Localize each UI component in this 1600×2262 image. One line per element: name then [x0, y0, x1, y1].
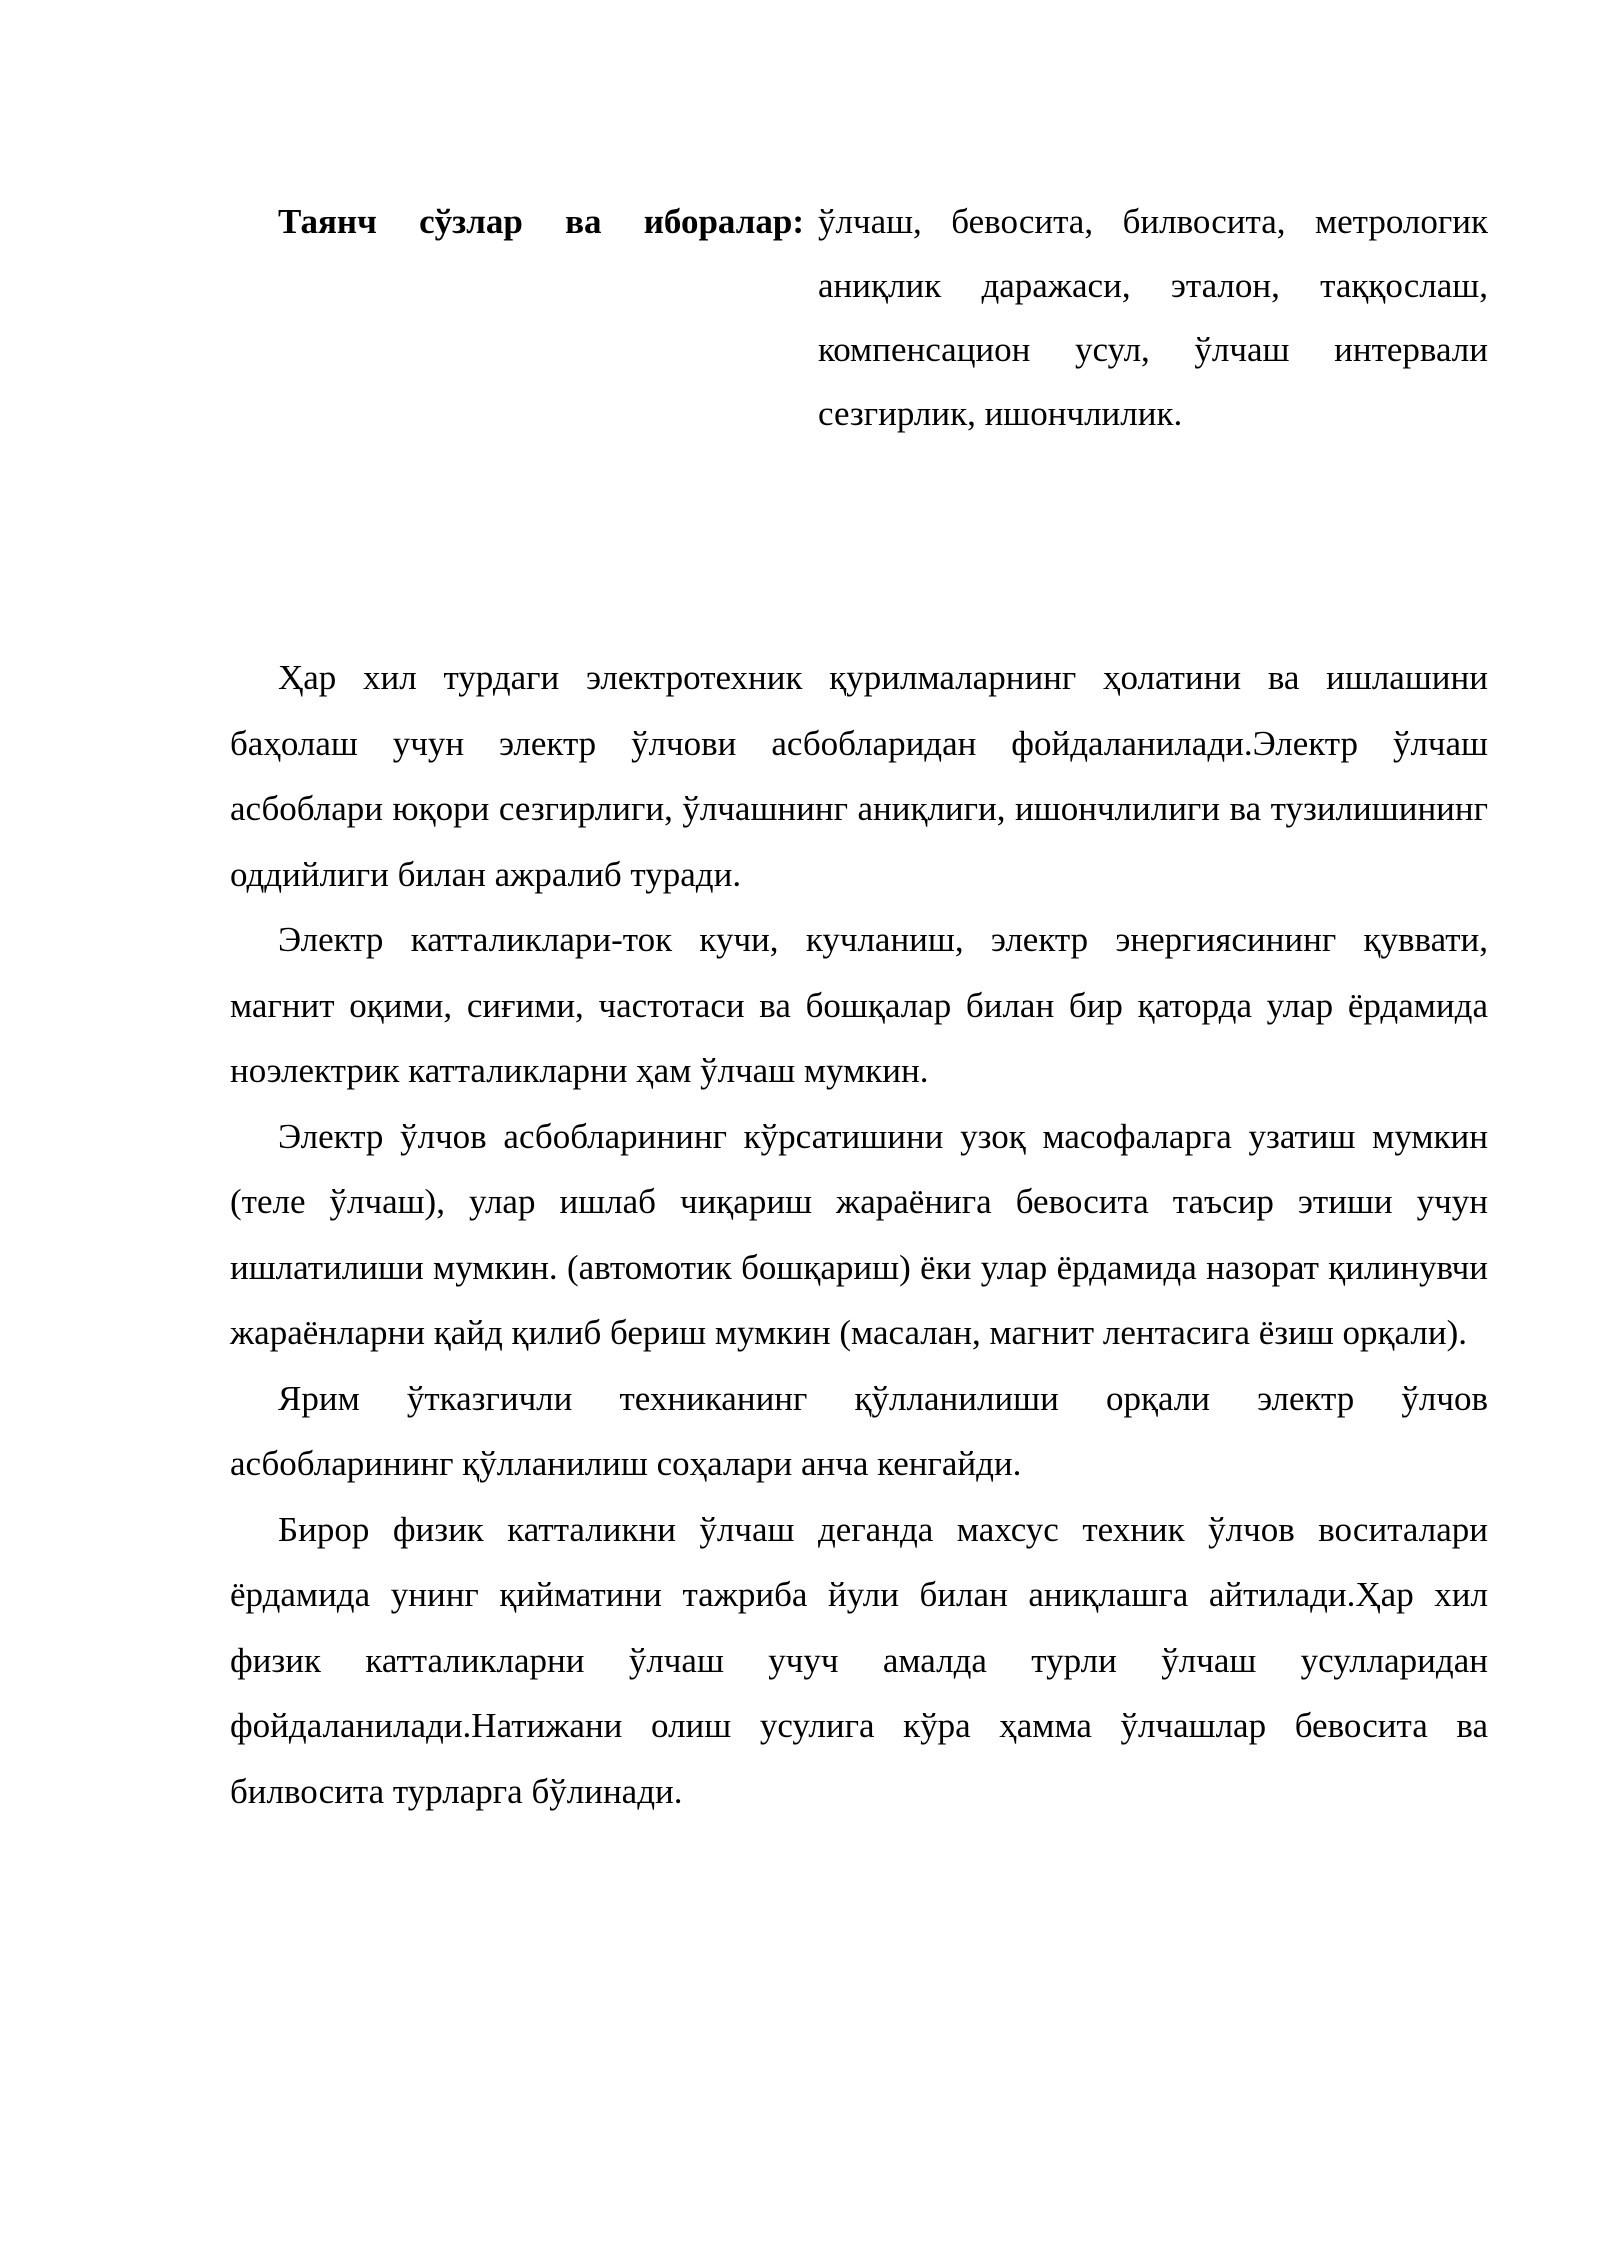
body-text [230, 645, 1488, 1824]
paragraph: Ярим ўтказгичли техниканинг қўлланилиши орқали электр ўлчов асбобларининг қўлланилиш соҳалари анча кенгайди. [230, 1378, 1488, 1483]
keywords-text: ўлчаш, бевосита, билвосита, метрологик аниқлик даражаси, эталон, таққослаш, компенсацион усул, ўлчаш интервали сезгирлик, ишончлилик. [818, 202, 1488, 433]
paragraph: Электр катталиклари-ток кучи, кучланиш, электр энергиясининг қуввати, магнит оқими, сиғими, частотаси ва бошқалар билан бир қаторда улар ёрдамида ноэлектрик катталикларни ҳам ўлчаш мумкин. [230, 920, 1488, 1090]
paragraph: Бирор физик катталикни ўлчаш деганда махсус техник ўлчов воситалари ёрдамида унинг қийматини тажриба йули билан аниқлашга айтилади.Ҳар хил физик катталикларни ўлчаш учуч амалда турли ўлчаш усулларидан фойдаланилади.Натижани олиш усулига кўра ҳамма ўлчашлар бевосита ва билвосита турларга бўлинади. [230, 1509, 1488, 1811]
keywords-label: Таянч сўзлар ва иборалар: [278, 202, 804, 241]
paragraph: Электр ўлчов асбобларининг кўрсатишини узоқ масофаларга узатиш мумкин (теле ўлчаш), улар ишлаб чиқариш жараёнига бевосита таъсир этиши учун ишлатилиши мумкин. (автомотик бошқариш) ёки улар ёрдамида назорат қилинувчи жараёнларни қайд қилиб бериш мумкин (масалан, магнит лентасига ёзиш орқали). [230, 1116, 1488, 1352]
keywords-block [278, 190, 1488, 446]
paragraph: Ҳар хил турдаги электротехник қурилмаларнинг ҳолатини ва ишлашини баҳолаш учун электр ўлчови асбобларидан фойдаланилади.Электр ўлчаш асбоблари юқори сезгирлиги, ўлчашнинг аниқлиги, ишончлилиги ва тузилишининг оддийлиги билан ажралиб туради. [230, 658, 1488, 894]
